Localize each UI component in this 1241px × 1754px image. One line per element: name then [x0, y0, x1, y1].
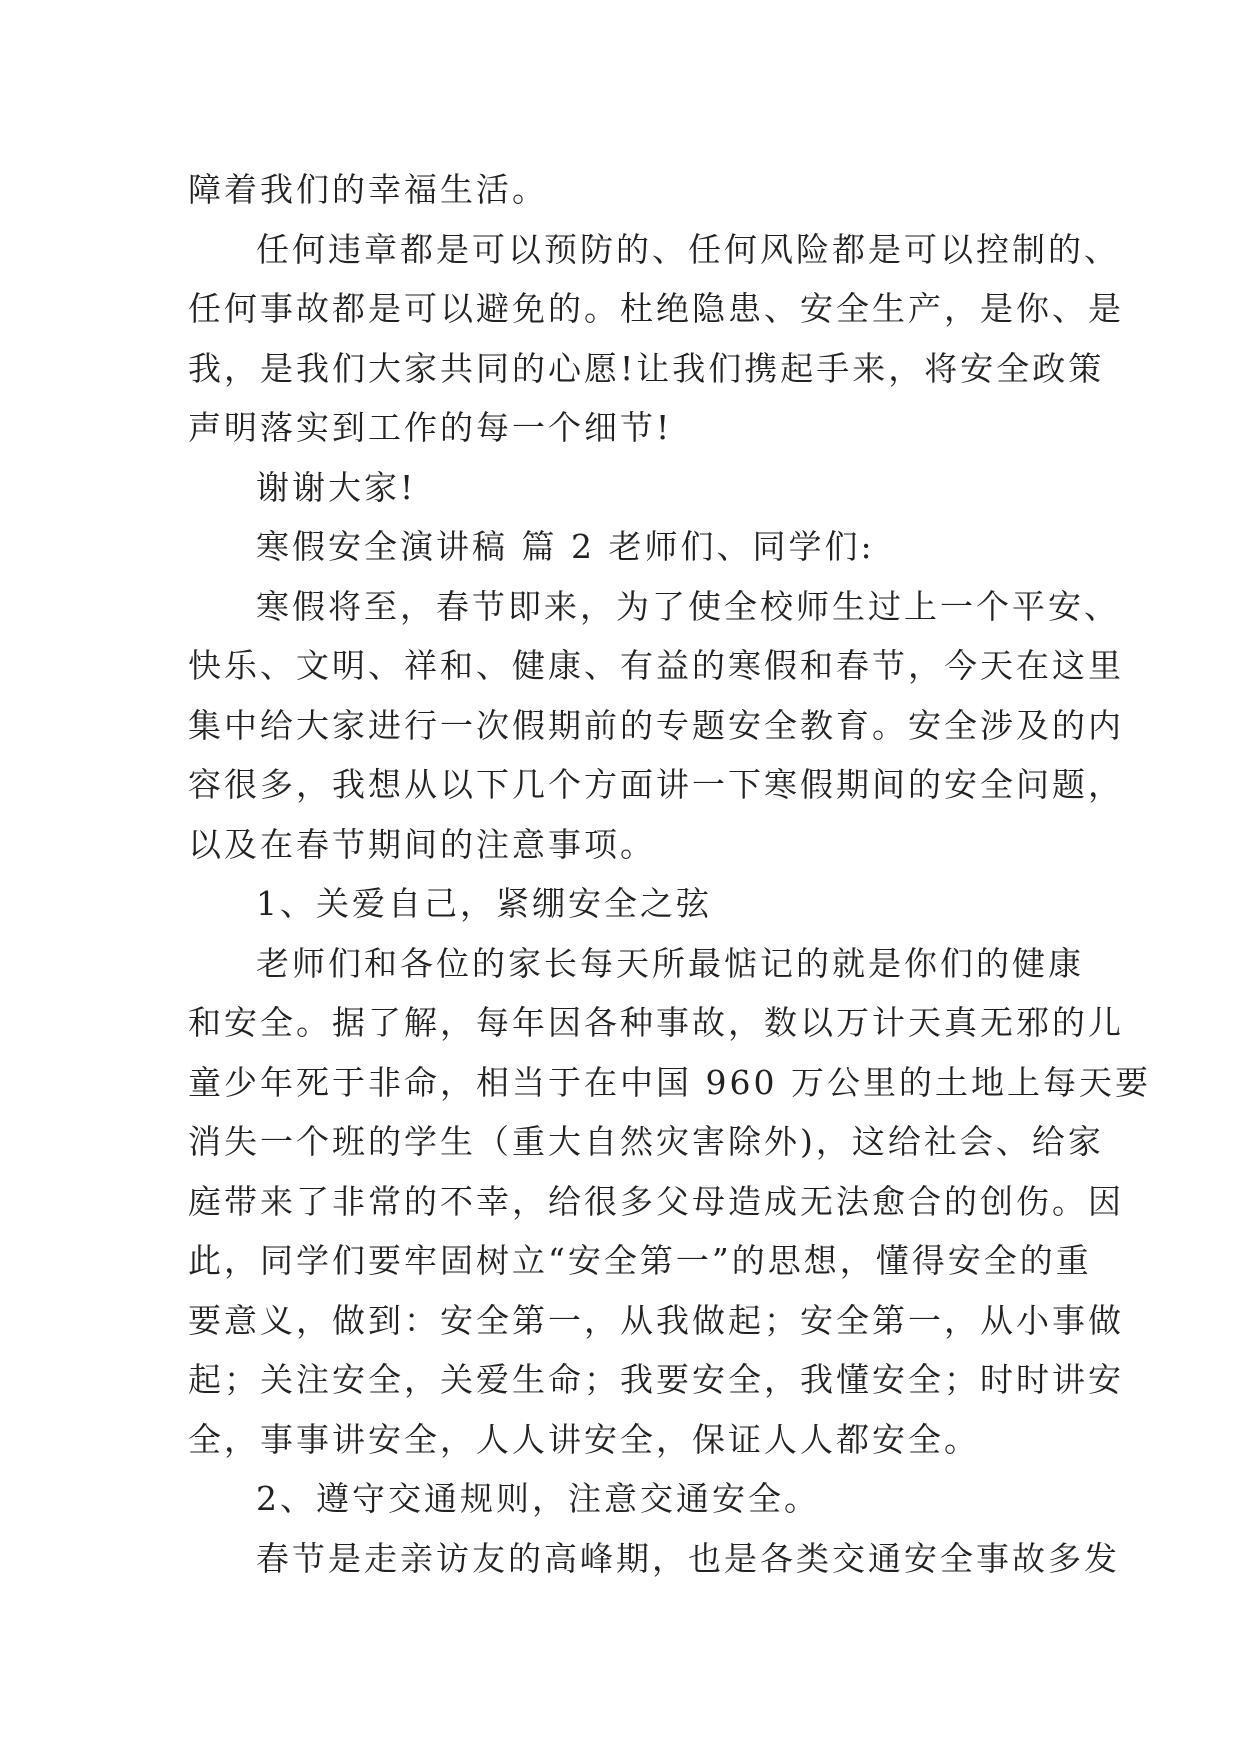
paragraph-line: 要意义，做到：安全第一，从我做起；安全第一，从小事做 [188, 1300, 1124, 1340]
paragraph-line: 寒假将至，春节即来，为了使全校师生过上一个平安、 [256, 586, 1120, 626]
paragraph-line: 全，事事讲安全，人人讲安全，保证人人都安全。 [188, 1419, 980, 1459]
paragraph-line: 谢谢大家! [256, 467, 417, 507]
paragraph-line: 消失一个班的学生（重大自然灾害除外)，这给社会、给家 [188, 1122, 1104, 1161]
paragraph-line: 童少年死于非命，相当于在中国 960 万公里的土地上每天要 [188, 1062, 1151, 1102]
section-heading: 寒假安全演讲稿 篇 2 老师们、同学们: [256, 527, 875, 566]
paragraph-line: 老师们和各位的家长每天所最惦记的就是你们的健康 [256, 943, 1084, 983]
paragraph-line: 快乐、文明、祥和、健康、有益的寒假和春节，今天在这里 [188, 646, 1124, 685]
paragraph-line: 此，同学们要牢固树立“安全第一”的思想，懂得安全的重 [188, 1241, 1092, 1280]
paragraph-line: 声明落实到工作的每一个细节! [188, 408, 673, 447]
paragraph-line: 和安全。据了解，每年因各种事故，数以万计天真无邪的儿 [188, 1003, 1124, 1042]
paragraph-line: 庭带来了非常的不幸，给很多父母造成无法愈合的创伤。因 [188, 1181, 1124, 1221]
list-heading: 1、关爱自己，紧绷安全之弦 [256, 884, 712, 923]
paragraph-line: 起；关注安全，关爱生命；我要安全，我懂安全；时时讲安 [188, 1360, 1124, 1399]
list-heading: 2、遵守交通规则，注意交通安全。 [256, 1479, 820, 1518]
paragraph-line: 容很多，我想从以下几个方面讲一下寒假期间的安全问题， [188, 765, 1124, 804]
paragraph-line: 春节是走亲访友的高峰期，也是各类交通安全事故多发 [256, 1538, 1120, 1578]
paragraph-line: 任何违章都是可以预防的、任何风险都是可以控制的、 [256, 229, 1120, 269]
paragraph-line: 障着我们的幸福生活。 [188, 170, 548, 209]
paragraph-line: 以及在春节期间的注意事项。 [188, 824, 656, 864]
paragraph-line: 任何事故都是可以避免的。杜绝隐患、安全生产，是你、是 [188, 289, 1124, 328]
paragraph-line: 我，是我们大家共同的心愿!让我们携起手来，将安全政策 [188, 348, 1105, 388]
document-body [188, 160, 1151, 1588]
paragraph-line: 集中给大家进行一次假期前的专题安全教育。安全涉及的内 [188, 705, 1124, 745]
